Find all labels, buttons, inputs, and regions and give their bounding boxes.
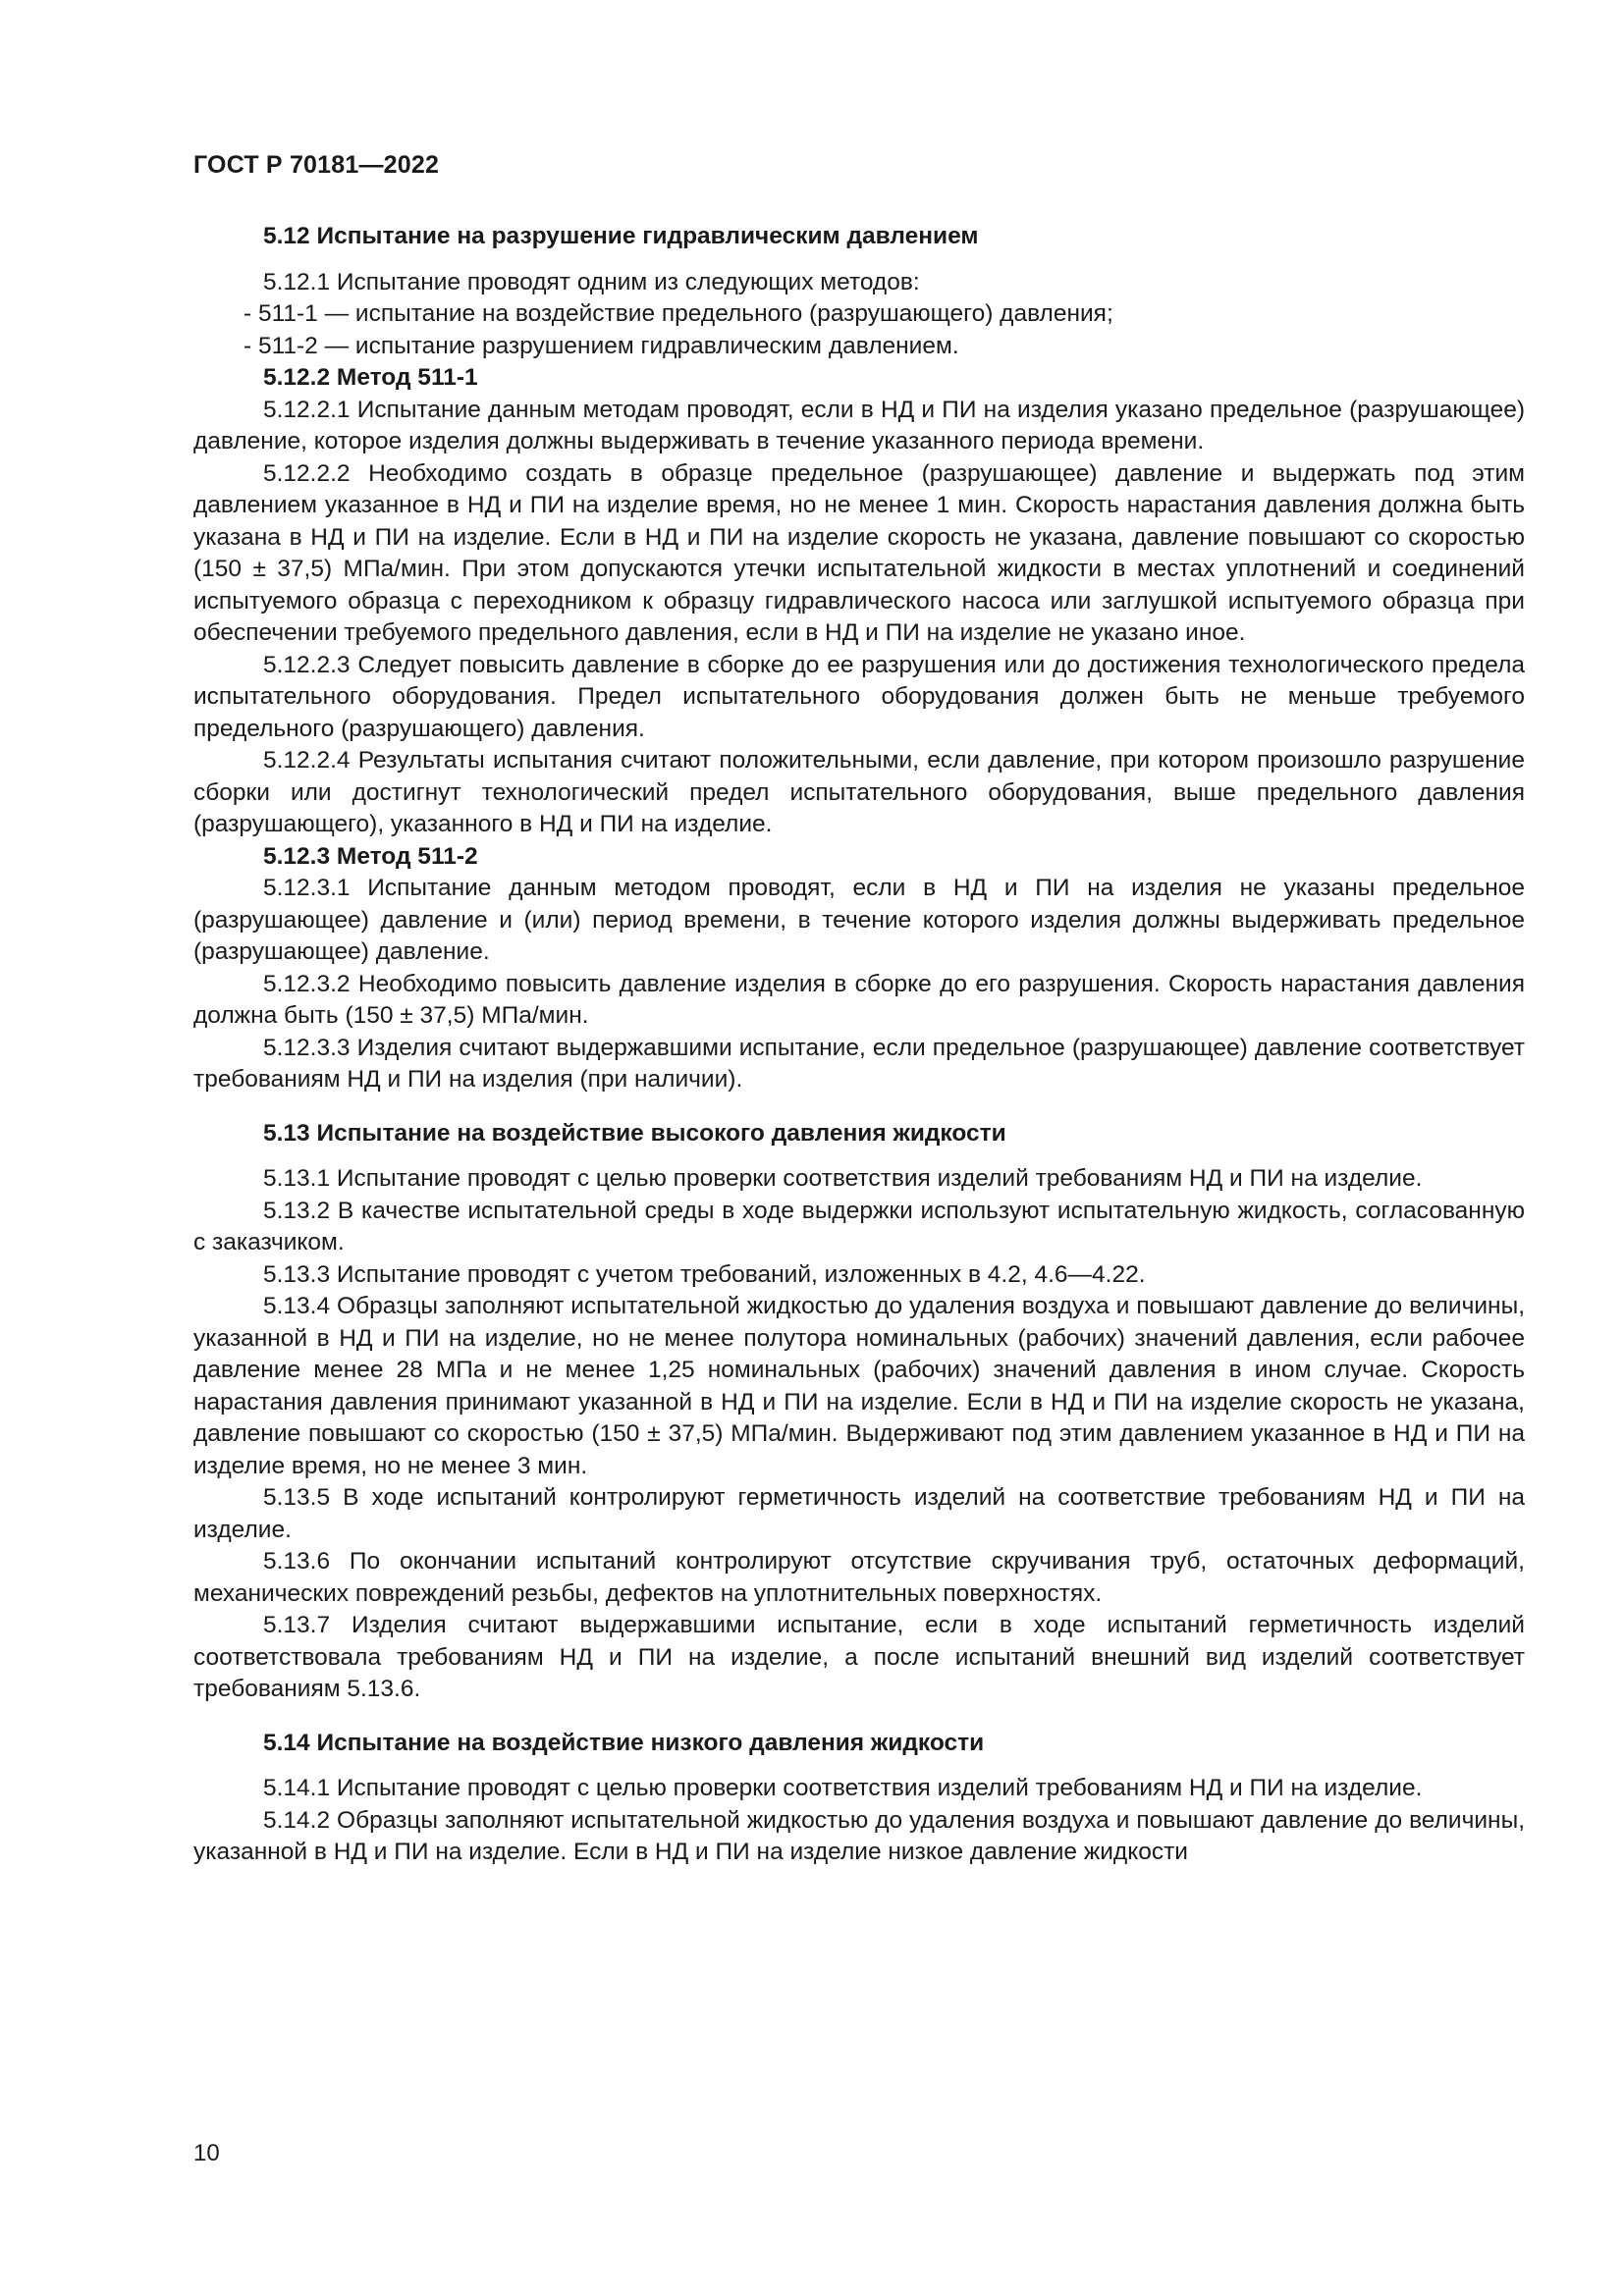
paragraph: 5.13.1 Испытание проводят с целью проверки соответствия изделий требованиям НД и ПИ на изделие. [263, 1165, 1423, 1192]
paragraph: 5.13.7 Изделия считают выдержавшими испытание, если в ходе испытаний герметичность изделий соответствовала требованиям НД и ПИ на изделие, а после испытаний внешний вид изделий соответствует требованиям 5.13.6. [193, 1612, 1525, 1702]
paragraph: 5.13.3 Испытание проводят с учетом требований, изложенных в 4.2, 4.6—4.22. [263, 1260, 1146, 1288]
paragraph: 5.12.2.3 Следует повысить давление в сборке до ее разрушения или до достижения технологического предела испытательного оборудования. Предел испытательного оборудования должен быть не меньше требуемого предельного (разрушающего) давления. [193, 651, 1525, 742]
paragraph: 5.14.1 Испытание проводят с целью проверки соответствия изделий требованиям НД и ПИ на изделие. [263, 1775, 1423, 1801]
paragraph: 5.13.5 В ходе испытаний контролируют герметичность изделий на соответствие требованиям НД и ПИ на изделие. [193, 1484, 1525, 1543]
paragraph: 5.14.2 Образцы заполняют испытательной жидкостью до удаления воздуха и повышают давление до величины, указанной в НД и ПИ на изделие. Если в НД и ПИ на изделие низкое давление жидкости [193, 1806, 1525, 1865]
paragraph: 5.12.2.1 Испытание данным методам проводят, если в НД и ПИ на изделия указано предельное (разрушающее) давление, которое изделия должны выдерживать в течение указанного периода времени. [193, 396, 1525, 454]
section-heading: 5.14 Испытание на воздействие низкого давления жидкости [263, 1729, 985, 1756]
paragraph: 5.12.3.1 Испытание данным методом проводят, если в НД и ПИ на изделия не указаны предельное (разрушающее) давление и (или) период времени, в течение которого изделия должны выдерживать предельное (разрушающее) давление. [193, 875, 1525, 965]
paragraph: 5.13.6 По окончании испытаний контролируют отсутствие скручивания труб, остаточных деформаций, механических повреждений резьбы, дефектов на уплотнительных поверхностях. [193, 1548, 1525, 1607]
paragraph: 5.12.3 Метод 511-2 [263, 842, 478, 870]
paragraph: - 511-2 — испытание разрушением гидравлическим давлением. [244, 332, 959, 359]
paragraph: 5.12.3.3 Изделия считают выдержавшими испытание, если предельное (разрушающее) давление соответствует требованиям НД и ПИ на изделия (при наличии). [193, 1034, 1525, 1093]
paragraph: 5.12.3.2 Необходимо повысить давление изделия в сборке до его разрушения. Скорость нарастания давления должна быть (150 ± 37,5) МПа/мин. [193, 970, 1525, 1029]
paragraph: 5.13.4 Образцы заполняют испытательной жидкостью до удаления воздуха и повышают давление до величины, указанной в НД и ПИ на изделие, но не менее полутора номинальных (рабочих) значений давления, если рабочее давление менее 28 МПа и не менее 1,25 номинальных (рабочих) значений давления в ином случае. Скорость нарастания давления принимают указанной в НД и ПИ на изделие. Если в НД и ПИ на изделие скорость не указана, давление повышают со скоростью (150 ± 37,5) МПа/мин. Выдерживают под этим давлением указанное в НД и ПИ на изделие время, но не менее 3 мин. [193, 1293, 1525, 1479]
document-body [193, 221, 1525, 1869]
section-heading: 5.12 Испытание на разрушение гидравлическим давлением [263, 223, 979, 249]
paragraph: 5.12.2.4 Результаты испытания считают положительными, если давление, при котором произошло разрушение сборки или достигнут технологический предел испытательного оборудования, выше предельного давления (разрушающего), указанного в НД и ПИ на изделие. [193, 747, 1525, 837]
document-header: ГОСТ Р 70181—2022 [193, 151, 440, 179]
paragraph: - 511-1 — испытание на воздействие предельного (разрушающего) давления; [244, 300, 1113, 327]
page-number: 10 [193, 2140, 220, 2166]
paragraph: 5.12.2.2 Необходимо создать в образце предельное (разрушающее) давление и выдержать под этим давлением указанное в НД и ПИ на изделие время, но не менее 1 мин. Скорость нарастания давления должна быть указана в НД и ПИ на изделие. Если в НД и ПИ на изделие скорость не указана, давление повышают со скоростью (150 ± 37,5) МПа/мин. При этом допускаются утечки испытательной жидкости в местах уплотнений и соединений испытуемого образца с переходником к образцу гидравлического насоса или заглушкой испытуемого образца при обеспечении требуемого предельного давления, если в НД и ПИ на изделие не указано иное. [193, 459, 1525, 646]
paragraph: 5.12.1 Испытание проводят одним из следующих методов: [263, 268, 920, 295]
paragraph: 5.12.2 Метод 511-1 [263, 364, 478, 391]
paragraph: 5.13.2 В качестве испытательной среды в ходе выдержки используют испытательную жидкость, согласованную с заказчиком. [193, 1197, 1525, 1255]
section-heading: 5.13 Испытание на воздействие высокого давления жидкости [263, 1119, 1006, 1147]
